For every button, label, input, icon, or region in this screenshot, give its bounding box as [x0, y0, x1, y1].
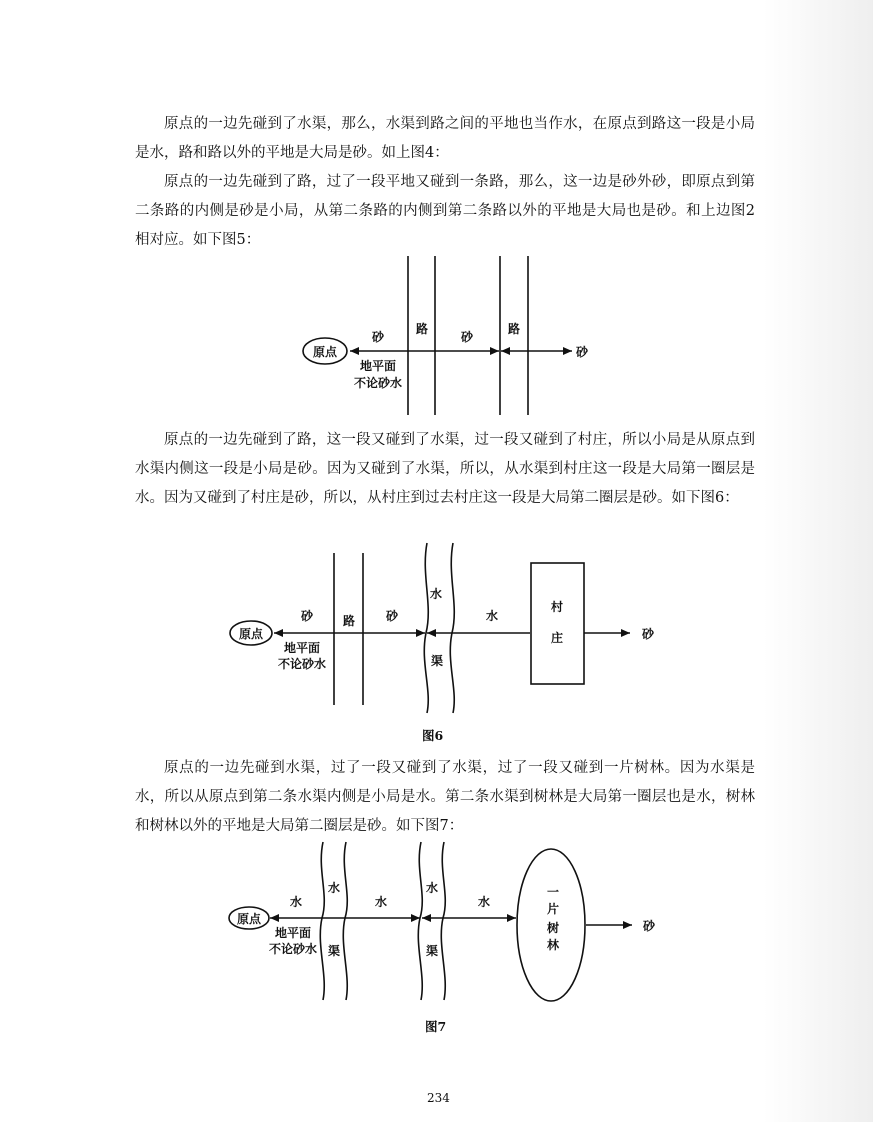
water-label: 水: [485, 609, 499, 623]
forest-label-2: 片: [546, 902, 560, 916]
canal2-left-line: [418, 842, 422, 1000]
canal1-bottom-label: 渠: [327, 944, 341, 958]
sha-mid-label: 砂: [460, 330, 474, 344]
origin-label: 原点: [312, 345, 338, 359]
ground-label-2: 不论砂水: [268, 942, 318, 956]
figure-5: [303, 256, 589, 415]
canal1-right-line: [343, 842, 347, 1000]
canal-bottom-label: 渠: [430, 654, 444, 668]
ground-label-1: 地平面: [274, 926, 312, 940]
canal-left-line: [424, 543, 428, 713]
road1-label: 路: [415, 322, 429, 336]
paragraph-4: 原点的一边先碰到水渠，过了一段又碰到了水渠，过了一段又碰到一片树林。因为水渠是水，所以从原点到第二条水渠内侧是小局是水。第二条水渠到树林是大局第一圈层也是水，树林和树林以外的平地是大局第二圈层是砂。如下图7：: [135, 760, 755, 834]
canal2-top-label: 水: [425, 881, 439, 895]
village-top-label: 村: [550, 600, 564, 614]
sha2-label: 砂: [385, 609, 399, 623]
sha-left-label: 砂: [371, 330, 385, 344]
canal2-bottom-label: 渠: [425, 944, 439, 958]
figure-7: [229, 842, 656, 1001]
sha-right-label: 砂: [575, 345, 589, 359]
paragraph-2: 原点的一边先碰到了路，过了一段平地又碰到一条路，那么，这一边是砂外砂，即原点到第二条路的内侧是砂是小局，从第二条路的内侧到第二条路以外的平地是大局也是砂。和上边图2 相对应。如下图5：: [135, 174, 755, 248]
paragraph-3: 原点的一边先碰到了路，这一段又碰到了水渠，过一段又碰到了村庄，所以小局是从原点到水渠内侧这一段是小局是砂。因为又碰到了水渠，所以，从水渠到村庄这一段是大局第一圈层是水。因为又碰到了村庄是砂，所以，从村庄到过去村庄这一段是大局第二圈层是砂。如下图6：: [135, 432, 755, 506]
ground-label-1: 地平面: [359, 359, 397, 373]
origin-label: 原点: [238, 627, 264, 641]
water2-label: 水: [374, 895, 388, 909]
sha-out-label: 砂: [641, 627, 655, 641]
village-box: [531, 563, 584, 684]
sha-out-label: 砂: [642, 919, 656, 933]
water3-label: 水: [477, 895, 491, 909]
canal-right-line: [450, 543, 454, 713]
figure-6: [230, 543, 655, 713]
canal-top-label: 水: [429, 587, 443, 601]
canal1-left-line: [320, 842, 324, 1000]
sha1-label: 砂: [300, 609, 314, 623]
forest-label-3: 树: [546, 921, 560, 935]
page-number: 234: [427, 1091, 450, 1105]
forest-label-4: 林: [546, 938, 560, 952]
road-label: 路: [342, 614, 356, 628]
ground-label-2: 不论砂水: [277, 657, 327, 671]
paragraph-1: 原点的一边先碰到了水渠，那么，水渠到路之间的平地也当作水，在原点到路这一段是小局是水，路和路以外的平地是大局是砂。如上图4：: [135, 116, 755, 161]
ground-label-2: 不论砂水: [353, 376, 403, 390]
origin-label: 原点: [236, 912, 262, 926]
village-bottom-label: 庄: [550, 631, 564, 645]
water1-label: 水: [289, 895, 303, 909]
figure-6-caption: 图6: [422, 728, 444, 743]
forest-label-1: 一: [546, 885, 560, 899]
ground-label-1: 地平面: [283, 641, 321, 655]
canal1-top-label: 水: [327, 881, 341, 895]
road2-label: 路: [507, 322, 521, 336]
figure-7-caption: 图7: [425, 1019, 447, 1034]
canal2-right-line: [441, 842, 445, 1000]
